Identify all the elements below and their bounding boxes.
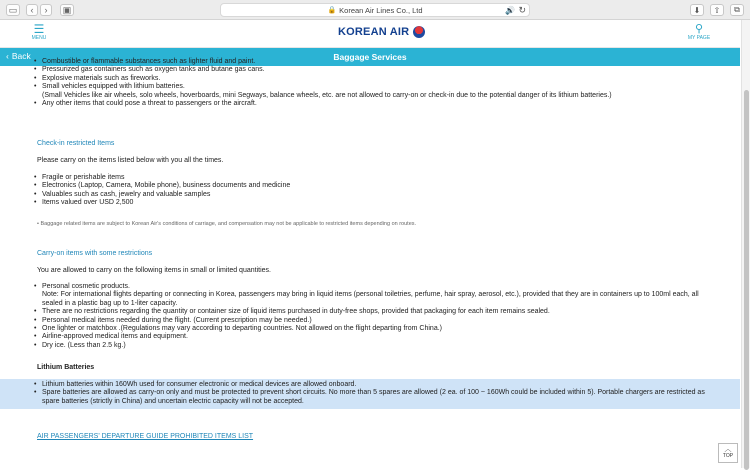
main-content bbox=[0, 58, 740, 468]
address-bar[interactable] bbox=[220, 3, 530, 17]
list-item-text: Small vehicles equipped with lithium batteries. bbox=[42, 83, 185, 91]
forward-arrow-icon[interactable]: › bbox=[40, 4, 52, 16]
hamburger-icon: ☰ bbox=[33, 22, 45, 36]
back-label: Back bbox=[11, 51, 31, 61]
list-item: • Pressurized gas containers such as oxygen tanks and butane gas cans. bbox=[32, 66, 732, 74]
lithium-heading: Lithium Batteries bbox=[37, 364, 95, 371]
list-item: • Valuables such as cash, jewelry and valuable samples bbox=[32, 191, 290, 199]
list-item: • Fragile or perishable items bbox=[32, 174, 290, 182]
address-text: Korean Air Lines Co., Ltd bbox=[339, 5, 423, 15]
list-item: • Spare batteries are allowed as carry-on only and must be protected to prevent short circuits. No more than 5 spares are allowed (2 ea. of 100 ~ 160Wh could be included within 5). Portable chargers are restricted as spare batteries (strictly in China) and uncertain electric capacity will not be accepted. bbox=[32, 389, 712, 406]
lock-icon: 🔒 bbox=[327, 7, 337, 14]
share-icon[interactable]: ⇧ bbox=[710, 4, 724, 16]
list-item: • Airline-approved medical items and equipment. bbox=[32, 333, 712, 341]
speaker-icon[interactable]: 🔊 bbox=[505, 6, 515, 15]
reload-icon[interactable]: ↻ bbox=[518, 5, 526, 15]
lithium-highlight bbox=[0, 379, 740, 409]
lithium-list bbox=[32, 381, 712, 406]
list-item: • Any other items that could pose a threat to passengers or the aircraft. bbox=[32, 100, 732, 108]
vehicle-note: (Small Vehicles like air wheels, solo wheels, hoverboards, mini Segways, balance wheels, etc. are not allowed to carry-on or check-in due to the potential danger of its lithium batteries.) bbox=[42, 91, 612, 99]
korean-air-logo[interactable] bbox=[338, 26, 425, 38]
list-item-text: Personal cosmetic products. bbox=[42, 283, 130, 290]
page-title: Baggage Services bbox=[333, 52, 407, 62]
departure-guide-link[interactable]: AIR PASSENGERS' DEPARTURE GUIDE PROHIBITED ITEMS LIST bbox=[37, 433, 254, 440]
browser-toolbar bbox=[0, 0, 750, 20]
list-item: • Lithium batteries within 160Wh used for consumer electronic or medical devices are allowed onboard. bbox=[32, 381, 712, 389]
sidebar-toggle-icon[interactable]: ▭ bbox=[6, 4, 20, 16]
scroll-to-top-button[interactable] bbox=[718, 443, 738, 463]
menu-button[interactable] bbox=[28, 23, 50, 41]
list-item bbox=[32, 83, 732, 100]
user-icon: ⚲ bbox=[694, 23, 704, 35]
cosmetics-note: Note: For international flights departing or connecting in Korea, passengers may bring in liquid items (personal toiletries, perfume, hair spray, aerosol, etc.), provided that they are in containers up to 100ml each, all sealed in a plastic bag up to 1-liter capacity. bbox=[42, 291, 699, 307]
scrollbar-thumb[interactable] bbox=[744, 90, 749, 470]
chevron-up-icon: ︿ bbox=[724, 446, 732, 453]
top-label: TOP bbox=[722, 453, 734, 459]
carryon-intro: You are allowed to carry on the following items in small or limited quantities. bbox=[37, 267, 271, 274]
tabs-icon[interactable]: ⧉ bbox=[730, 4, 744, 16]
checkin-intro: Please carry on the items listed below with you all the times. bbox=[37, 157, 224, 164]
list-item: • There are no restrictions regarding the quantity or container size of liquid items purchased in duty-free shops, provided that packaging for each item remains sealed. bbox=[32, 308, 712, 316]
download-icon[interactable]: ⬇ bbox=[690, 4, 704, 16]
list-item: • Dry ice. (Less than 2.5 kg.) bbox=[32, 342, 712, 350]
mypage-button[interactable] bbox=[686, 23, 712, 41]
carryon-list bbox=[32, 283, 712, 350]
back-arrow-icon[interactable]: ‹ bbox=[26, 4, 38, 16]
list-item: • One lighter or matchbox .(Regulations may vary according to departing countries. Not allowed on the flight departing from China.) bbox=[32, 325, 712, 333]
list-item: • Personal medical items needed during the flight. (Current prescription may be needed.) bbox=[32, 317, 712, 325]
taegeuk-logo-icon bbox=[413, 26, 425, 38]
scrollbar[interactable] bbox=[741, 20, 750, 468]
list-item bbox=[32, 283, 712, 308]
menu-label: MENU bbox=[31, 35, 47, 41]
chevron-left-icon: ‹ bbox=[6, 51, 9, 61]
prohibited-list bbox=[32, 58, 732, 108]
checkin-list bbox=[32, 174, 290, 208]
tab-overview-icon[interactable]: ▣ bbox=[60, 4, 74, 16]
site-header bbox=[0, 20, 740, 48]
checkin-note: • Baggage related items are subject to Korean Air's conditions of carriage, and compensation may not be applicable to restricted items depending on routes. bbox=[37, 221, 417, 227]
checkin-heading: Check-in restricted Items bbox=[37, 140, 115, 147]
list-item: • Explosive materials such as fireworks. bbox=[32, 75, 732, 83]
list-item: • Combustible or flammable substances such as lighter fluid and paint. bbox=[32, 58, 732, 66]
list-item: • Electronics (Laptop, Camera, Mobile phone), business documents and medicine bbox=[32, 182, 290, 190]
logo-text: KOREAN AIR bbox=[338, 26, 410, 38]
carryon-heading: Carry-on items with some restrictions bbox=[37, 250, 153, 257]
mypage-label: MY PAGE bbox=[687, 35, 711, 41]
list-item: • Items valued over USD 2,500 bbox=[32, 199, 290, 207]
